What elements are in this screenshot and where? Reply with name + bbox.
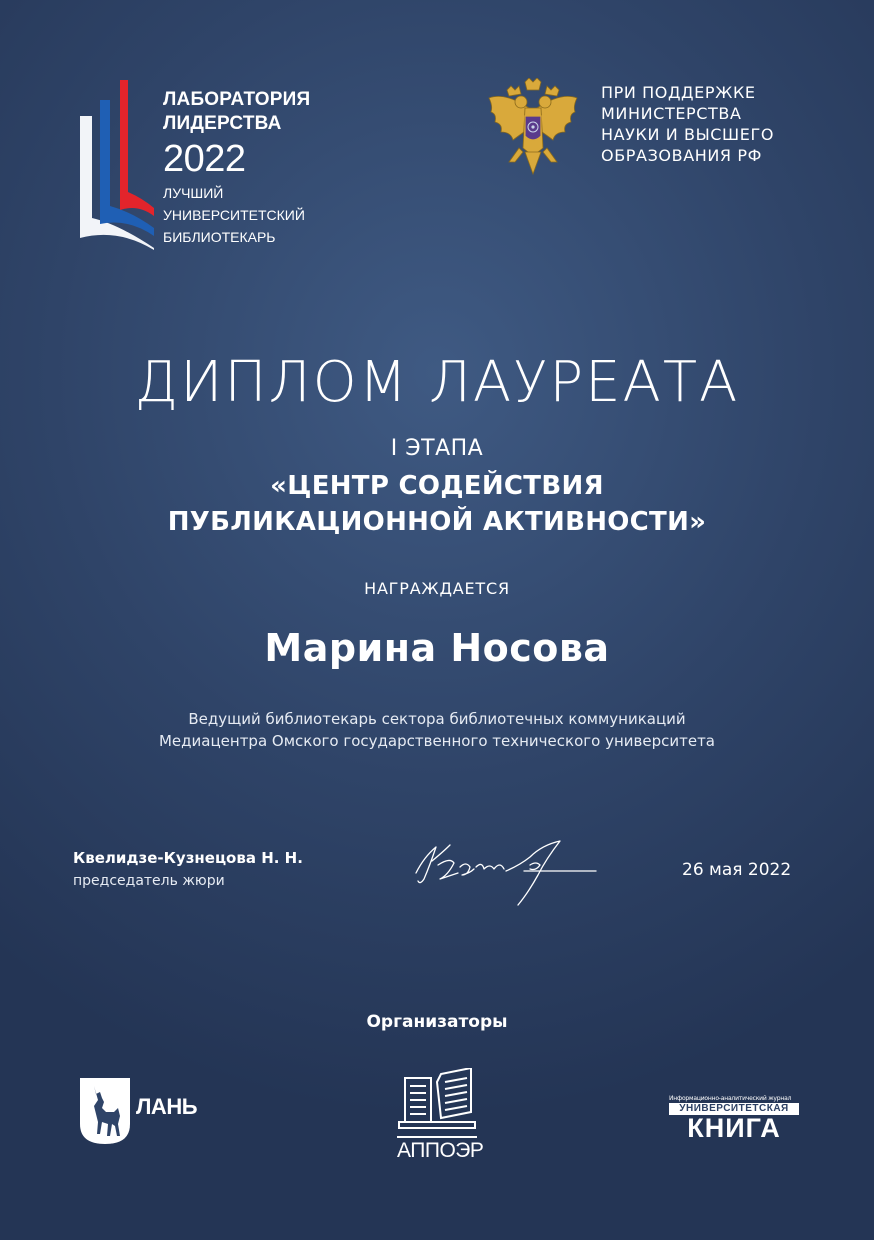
- position-line-1: Ведущий библиотекарь сектора библиотечных коммуникаций: [188, 710, 686, 728]
- support-line-1: ПРИ ПОДДЕРЖКЕ: [601, 83, 756, 102]
- nomination: [0, 468, 874, 540]
- award-date: 26 мая 2022: [682, 860, 792, 880]
- support-line-4: ОБРАЗОВАНИЯ РФ: [601, 146, 762, 165]
- lab-year: 2022: [163, 138, 246, 180]
- appoer-logo-text: АППОЭР: [397, 1136, 477, 1164]
- lan-logo-text: ЛАНЬ: [136, 1094, 198, 1119]
- jury-chair-name: Квелидзе-Кузнецова Н. Н.: [73, 849, 303, 867]
- laureate-position: [0, 708, 874, 752]
- university-book-logo-word-2: КНИГА: [687, 1113, 781, 1143]
- lan-deer-logo-icon: [80, 1078, 130, 1144]
- ministry-support-text: [601, 82, 774, 166]
- lab-title-line-2: ЛИДЕРСТВА: [163, 113, 282, 134]
- diploma-title: ДИПЛОМ ЛАУРЕАТА: [134, 350, 740, 415]
- support-line-3: НАУКИ И ВЫСШЕГО: [601, 125, 775, 144]
- nomination-line-1: «ЦЕНТР СОДЕЙСТВИЯ: [270, 471, 604, 501]
- lab-sub-line-3: БИБЛИОТЕКАРЬ: [163, 229, 276, 245]
- appoer-book-logo-icon: [397, 1068, 477, 1134]
- awarded-label: НАГРАЖДАЕТСЯ: [364, 579, 510, 598]
- laboratory-logo-icon: [78, 78, 158, 250]
- russian-coat-of-arms-icon: [485, 78, 581, 176]
- support-line-2: МИНИСТЕРСТВА: [601, 104, 742, 123]
- laureate-name: Марина Носова: [264, 626, 610, 670]
- position-line-2: Медиацентра Омского государственного технического университета: [158, 732, 716, 750]
- university-book-logo-word-1: УНИВЕРСИТЕТСКАЯ: [669, 1103, 799, 1115]
- handwritten-signature-icon: [410, 835, 600, 907]
- jury-chair-role: председатель жюри: [73, 873, 225, 889]
- lab-title-line-1: ЛАБОРАТОРИЯ: [163, 89, 311, 110]
- stage-label: I ЭТАПА: [390, 436, 484, 461]
- organizers-title: Организаторы: [366, 1012, 508, 1032]
- laboratory-logo-text: [163, 88, 310, 246]
- lab-sub-line-1: ЛУЧШИЙ: [163, 185, 224, 201]
- university-book-logo-caption: Информационно-аналитический журнал: [669, 1095, 792, 1102]
- nomination-line-2: ПУБЛИКАЦИОННОЙ АКТИВНОСТИ»: [167, 507, 707, 537]
- lab-sub-line-2: УНИВЕРСИТЕТСКИЙ: [163, 207, 305, 223]
